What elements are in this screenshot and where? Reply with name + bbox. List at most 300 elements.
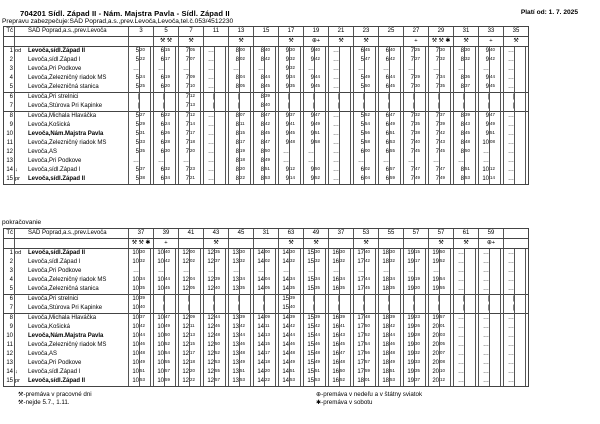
trip-symbol (329, 239, 354, 249)
departure-hour: 15 (304, 377, 315, 387)
departure-hour: 7 (429, 148, 440, 157)
departure-minute: 17 (165, 56, 176, 65)
departure-hour: … (504, 267, 515, 276)
departure-hour: 10 (129, 323, 140, 332)
departure-hour: | (154, 295, 165, 305)
departure-minute: 22 (265, 377, 276, 387)
departure-hour: | (204, 102, 215, 112)
departure-hour: 8 (454, 130, 465, 139)
departure-minute (215, 121, 226, 130)
departure-minute: 28 (415, 332, 426, 341)
departure-hour: | (179, 295, 190, 305)
departure-hour: 5 (129, 121, 140, 130)
departure-minute: 34 (165, 175, 176, 185)
departure-hour: | (429, 102, 440, 112)
departure-hour: 8 (454, 166, 465, 175)
departure-minute: 12 (490, 166, 501, 175)
departure-minute: 51 (490, 130, 501, 139)
departure-hour: 18 (379, 377, 390, 387)
departure-minute: 35 (415, 121, 426, 130)
departure-minute: 51 (390, 130, 401, 139)
departure-minute (515, 341, 526, 350)
departure-minute (340, 157, 351, 166)
departure-hour: 16 (329, 359, 340, 368)
departure-minute (465, 350, 476, 359)
stop-name: Levoča,sídl.Západ I (28, 57, 81, 63)
departure-hour: 10 (479, 166, 490, 175)
departure-minute: 53 (315, 377, 326, 387)
departure-minute (465, 323, 476, 332)
departure-minute: 24 (165, 121, 176, 130)
departure-hour: | (279, 93, 290, 103)
departure-hour: 10 (129, 258, 140, 267)
departure-minute (290, 267, 301, 276)
departure-minute: 30 (415, 341, 426, 350)
departure-hour: … (454, 350, 465, 359)
trip-number: 63 (279, 229, 304, 239)
stop-row (4, 323, 529, 332)
trip-number: 35 (504, 27, 529, 37)
stop-mark (15, 285, 29, 295)
departure-minute: 47 (265, 112, 276, 122)
departure-hour: 7 (429, 112, 440, 122)
departure-minute: 01 (365, 377, 376, 387)
departure-minute: 10 (190, 83, 201, 93)
departure-hour: 14 (279, 359, 290, 368)
departure-minute: 27 (415, 56, 426, 65)
departure-hour: | (429, 304, 440, 314)
departure-hour: | (404, 295, 415, 305)
departure-minute (490, 102, 501, 112)
stop-row (4, 47, 529, 57)
departure-hour: 6 (379, 175, 390, 185)
departure-hour: … (479, 368, 490, 377)
symbol-cell (28, 37, 129, 47)
departure-hour: 7 (179, 83, 190, 93)
departure-minute (340, 304, 351, 314)
departure-hour: 12 (179, 368, 190, 377)
departure-minute: 30 (440, 47, 451, 57)
departure-minute (465, 359, 476, 368)
departure-hour: … (454, 249, 465, 259)
cell-gap (526, 377, 529, 387)
departure-minute: 34 (315, 276, 326, 285)
departure-hour: … (329, 121, 340, 130)
departure-hour: … (504, 175, 515, 185)
departure-minute (315, 102, 326, 112)
departure-minute (390, 267, 401, 276)
departure-minute: 48 (140, 350, 151, 359)
departure-minute: 35 (390, 285, 401, 295)
departure-hour: 16 (329, 341, 340, 350)
departure-hour: … (454, 314, 465, 324)
departure-hour: | (329, 295, 340, 305)
departure-minute: 45 (290, 130, 301, 139)
departure-minute (490, 368, 501, 377)
departure-hour: | (154, 304, 165, 314)
departure-hour: 13 (229, 249, 240, 259)
departure-hour: 5 (129, 56, 140, 65)
departure-hour: 8 (229, 175, 240, 185)
departure-hour: 10 (154, 359, 165, 368)
departure-hour: … (204, 112, 215, 122)
stop-number: 11 (4, 341, 15, 350)
departure-minute: 40 (415, 139, 426, 148)
departure-hour: 8 (229, 47, 240, 57)
departure-hour: 7 (404, 175, 415, 185)
departure-hour: | (429, 93, 440, 103)
departure-hour: 16 (329, 249, 340, 259)
trip-symbol (379, 37, 404, 47)
trip-number: 41 (179, 229, 204, 239)
departure-hour: 14 (254, 350, 265, 359)
departure-hour: 14 (254, 377, 265, 387)
departure-hour: | (354, 295, 365, 305)
note-saturday: ✱-premáva v sobotu (316, 399, 373, 406)
departure-minute: 44 (315, 74, 326, 83)
departure-minute (490, 314, 501, 324)
departure-hour: 9 (279, 166, 290, 175)
departure-hour: 18 (379, 359, 390, 368)
departure-hour: 14 (254, 341, 265, 350)
departure-minute (465, 276, 476, 285)
departure-hour: 17 (354, 350, 365, 359)
trip-symbol (379, 239, 404, 249)
departure-hour: … (329, 148, 340, 157)
trip-number: 59 (479, 229, 504, 239)
departure-hour: … (179, 157, 190, 166)
departure-hour: 8 (254, 112, 265, 122)
departure-hour: 18 (379, 314, 390, 324)
departure-minute (340, 83, 351, 93)
stop-name: Levoča,Pri Podkove (28, 268, 82, 274)
departure-minute: 45 (165, 285, 176, 295)
departure-minute: 39 (215, 276, 226, 285)
departure-minute: 59 (165, 377, 176, 387)
departure-hour: 7 (404, 139, 415, 148)
departure-hour: 9 (479, 130, 490, 139)
departure-minute (465, 65, 476, 74)
departure-hour: 19 (404, 377, 415, 387)
departure-hour: | (354, 102, 365, 112)
departure-minute (490, 350, 501, 359)
departure-hour: 18 (379, 332, 390, 341)
departure-hour: … (479, 276, 490, 285)
departure-minute: 51 (140, 368, 151, 377)
departure-minute: 55 (390, 148, 401, 157)
departure-minute: 42 (315, 323, 326, 332)
departure-hour: 12 (204, 285, 215, 295)
departure-hour: 12 (179, 341, 190, 350)
departure-hour: 7 (179, 148, 190, 157)
departure-hour: 18 (354, 377, 365, 387)
departure-minute (290, 157, 301, 166)
departure-hour: … (504, 74, 515, 83)
departure-minute: 49 (390, 121, 401, 130)
departure-minute (290, 148, 301, 157)
trip-symbol: ⊕+ (479, 239, 504, 249)
departure-minute: 57 (365, 359, 376, 368)
departure-minute: 51 (315, 130, 326, 139)
departure-minute (515, 157, 526, 166)
departure-hour: 9 (479, 112, 490, 122)
departure-hour: 9 (304, 56, 315, 65)
stop-mark: ↓ (15, 166, 29, 175)
departure-minute: 42 (265, 121, 276, 130)
departure-minute (465, 304, 476, 314)
departure-hour: 7 (179, 121, 190, 130)
departure-hour: 9 (479, 56, 490, 65)
departure-minute: 38 (415, 130, 426, 139)
departure-hour: 8 (229, 112, 240, 122)
departure-hour: 14 (254, 368, 265, 377)
departure-minute: 49 (290, 359, 301, 368)
departure-hour: … (304, 157, 315, 166)
departure-hour: … (329, 130, 340, 139)
stop-name: Levoča,sídl.Západ I (28, 259, 81, 265)
departure-hour: 13 (229, 368, 240, 377)
departure-hour: … (279, 157, 290, 166)
departure-hour: … (454, 323, 465, 332)
departure-hour: 12 (179, 350, 190, 359)
departure-hour: 12 (179, 332, 190, 341)
stop-mark (15, 102, 29, 112)
departure-minute: 02 (365, 166, 376, 175)
departure-minute: 52 (365, 112, 376, 122)
departure-hour: 15 (304, 276, 315, 285)
departure-hour: 13 (229, 258, 240, 267)
departure-minute (190, 304, 201, 314)
departure-hour: 6 (154, 130, 165, 139)
departure-minute: 49 (390, 359, 401, 368)
departure-minute: 45 (490, 83, 501, 93)
departure-hour: 8 (229, 74, 240, 83)
departure-minute: 33 (415, 359, 426, 368)
stop-row (4, 102, 529, 112)
departure-minute: 40 (165, 249, 176, 259)
departure-minute: 52 (340, 377, 351, 387)
trip-number: 25 (379, 27, 404, 37)
departure-hour: … (504, 166, 515, 175)
departure-minute: 13 (265, 332, 276, 341)
departure-hour: 18 (379, 350, 390, 359)
departure-minute (215, 56, 226, 65)
trip-symbol (404, 239, 429, 249)
departure-hour: … (129, 267, 140, 276)
departure-hour: 6 (154, 121, 165, 130)
departure-minute: 48 (290, 350, 301, 359)
departure-minute: 32 (440, 56, 451, 65)
stop-row (4, 285, 529, 295)
departure-hour: 8 (454, 121, 465, 130)
departure-hour: … (154, 157, 165, 166)
stop-number: 12 (4, 148, 15, 157)
departure-hour: 6 (379, 47, 390, 57)
departure-hour: | (129, 93, 140, 103)
departure-minute: 34 (290, 74, 301, 83)
stop-mark (15, 295, 29, 305)
departure-hour: … (304, 148, 315, 157)
departure-minute: 48 (465, 139, 476, 148)
departure-hour: … (254, 267, 265, 276)
departure-minute: 19 (165, 74, 176, 83)
stop-row (4, 359, 529, 368)
departure-minute: 50 (165, 332, 176, 341)
departure-minute (465, 285, 476, 295)
departure-hour: … (329, 56, 340, 65)
cell-gap (526, 83, 529, 93)
departure-minute (140, 102, 151, 112)
symbol-cell (28, 239, 129, 249)
departure-hour: … (504, 341, 515, 350)
departure-hour: 5 (129, 148, 140, 157)
departure-hour: … (204, 121, 215, 130)
departure-hour: 20 (429, 323, 440, 332)
departure-hour: … (204, 139, 215, 148)
departure-minute: 49 (265, 157, 276, 166)
cell-gap (526, 56, 529, 65)
departure-hour: 15 (304, 368, 315, 377)
stop-row (4, 341, 529, 350)
departure-hour: | (204, 295, 215, 305)
departure-minute (240, 102, 251, 112)
trip-number: 23 (354, 27, 379, 37)
departure-minute (390, 93, 401, 103)
departure-minute (190, 157, 201, 166)
stop-name: Levoča,Železničný riadok MŠ (28, 75, 107, 81)
departure-hour: | (504, 304, 515, 314)
stop-row (4, 304, 529, 314)
departure-minute (340, 65, 351, 74)
departure-hour: | (229, 295, 240, 305)
departure-hour: 10 (154, 285, 165, 295)
departure-minute: 49 (140, 359, 151, 368)
departure-hour: 5 (129, 47, 140, 57)
stop-row (4, 258, 529, 267)
departure-hour: 9 (304, 121, 315, 130)
departure-hour: 8 (229, 130, 240, 139)
departure-minute: 57 (390, 166, 401, 175)
departure-minute: 39 (240, 314, 251, 324)
departure-minute: 07 (240, 112, 251, 122)
departure-minute: 44 (265, 74, 276, 83)
departure-hour: 16 (329, 323, 340, 332)
departure-hour: 19 (404, 249, 415, 259)
departure-hour: 20 (429, 341, 440, 350)
departure-hour: | (354, 93, 365, 103)
trip-number: 13 (229, 27, 254, 37)
departure-minute (315, 304, 326, 314)
departure-minute (340, 175, 351, 185)
departure-hour: 7 (429, 83, 440, 93)
departure-minute: 32 (415, 350, 426, 359)
trip-symbol (179, 239, 204, 249)
departure-minute: 39 (140, 295, 151, 305)
departure-hour: 6 (379, 139, 390, 148)
departure-minute: 49 (165, 323, 176, 332)
departure-minute (165, 65, 176, 74)
departure-minute: 35 (315, 285, 326, 295)
departure-hour: | (479, 102, 490, 112)
stop-number: 9 (4, 121, 15, 130)
departure-minute: 53 (215, 359, 226, 368)
departure-hour: 8 (254, 157, 265, 166)
departure-minute: 32 (290, 65, 301, 74)
stop-number: 6 (4, 295, 15, 305)
departure-hour: 18 (379, 276, 390, 285)
departure-minute (490, 276, 501, 285)
departure-minute (165, 102, 176, 112)
departure-minute: 48 (390, 350, 401, 359)
departure-minute: 35 (140, 285, 151, 295)
cell-gap (526, 249, 529, 259)
cell-gap (526, 47, 529, 57)
departure-minute: 44 (390, 332, 401, 341)
operator-name: SAD Poprad,a.s.,prev.Levoča (28, 229, 129, 239)
departure-hour: 13 (229, 332, 240, 341)
departure-hour: | (129, 102, 140, 112)
trip-number: 29 (429, 27, 454, 37)
departure-hour: … (454, 368, 465, 377)
departure-hour: 20 (429, 332, 440, 341)
departure-minute (340, 56, 351, 65)
departure-hour: 7 (404, 83, 415, 93)
trip-symbol (504, 239, 529, 249)
departure-minute (365, 65, 376, 74)
departure-minute: 37 (465, 83, 476, 93)
departure-minute: 42 (440, 130, 451, 139)
departure-hour: | (329, 93, 340, 103)
departure-minute (490, 295, 501, 305)
departure-hour: … (304, 267, 315, 276)
stop-row (4, 249, 529, 259)
departure-hour: 9 (304, 139, 315, 148)
stop-mark: pr (15, 377, 29, 387)
departure-hour: 15 (304, 258, 315, 267)
departure-minute: 48 (315, 350, 326, 359)
trip-number: 61 (454, 229, 479, 239)
departure-minute: 50 (365, 83, 376, 93)
departure-minute (415, 157, 426, 166)
departure-hour: 7 (404, 112, 415, 122)
tc-label: Tč (4, 27, 15, 37)
departure-minute (465, 377, 476, 387)
departure-minute (440, 65, 451, 74)
departure-minute: 37 (290, 112, 301, 122)
departure-hour: 6 (154, 112, 165, 122)
departure-minute (315, 295, 326, 305)
trip-number (504, 229, 529, 239)
departure-minute (140, 157, 151, 166)
departure-hour: 18 (379, 249, 390, 259)
departure-minute: 14 (490, 175, 501, 185)
departure-minute: 53 (465, 175, 476, 185)
departure-minute: 50 (265, 148, 276, 157)
departure-minute (340, 267, 351, 276)
departure-minute (315, 93, 326, 103)
departure-minute: 04 (240, 74, 251, 83)
departure-hour: 6 (354, 148, 365, 157)
departure-hour: 7 (404, 166, 415, 175)
departure-hour: | (329, 304, 340, 314)
departure-hour: … (504, 377, 515, 387)
stop-row (4, 332, 529, 341)
cell-gap (526, 166, 529, 175)
departure-minute (365, 267, 376, 276)
departure-minute: 34 (340, 276, 351, 285)
departure-minute: 15 (190, 341, 201, 350)
departure-hour: 12 (179, 359, 190, 368)
